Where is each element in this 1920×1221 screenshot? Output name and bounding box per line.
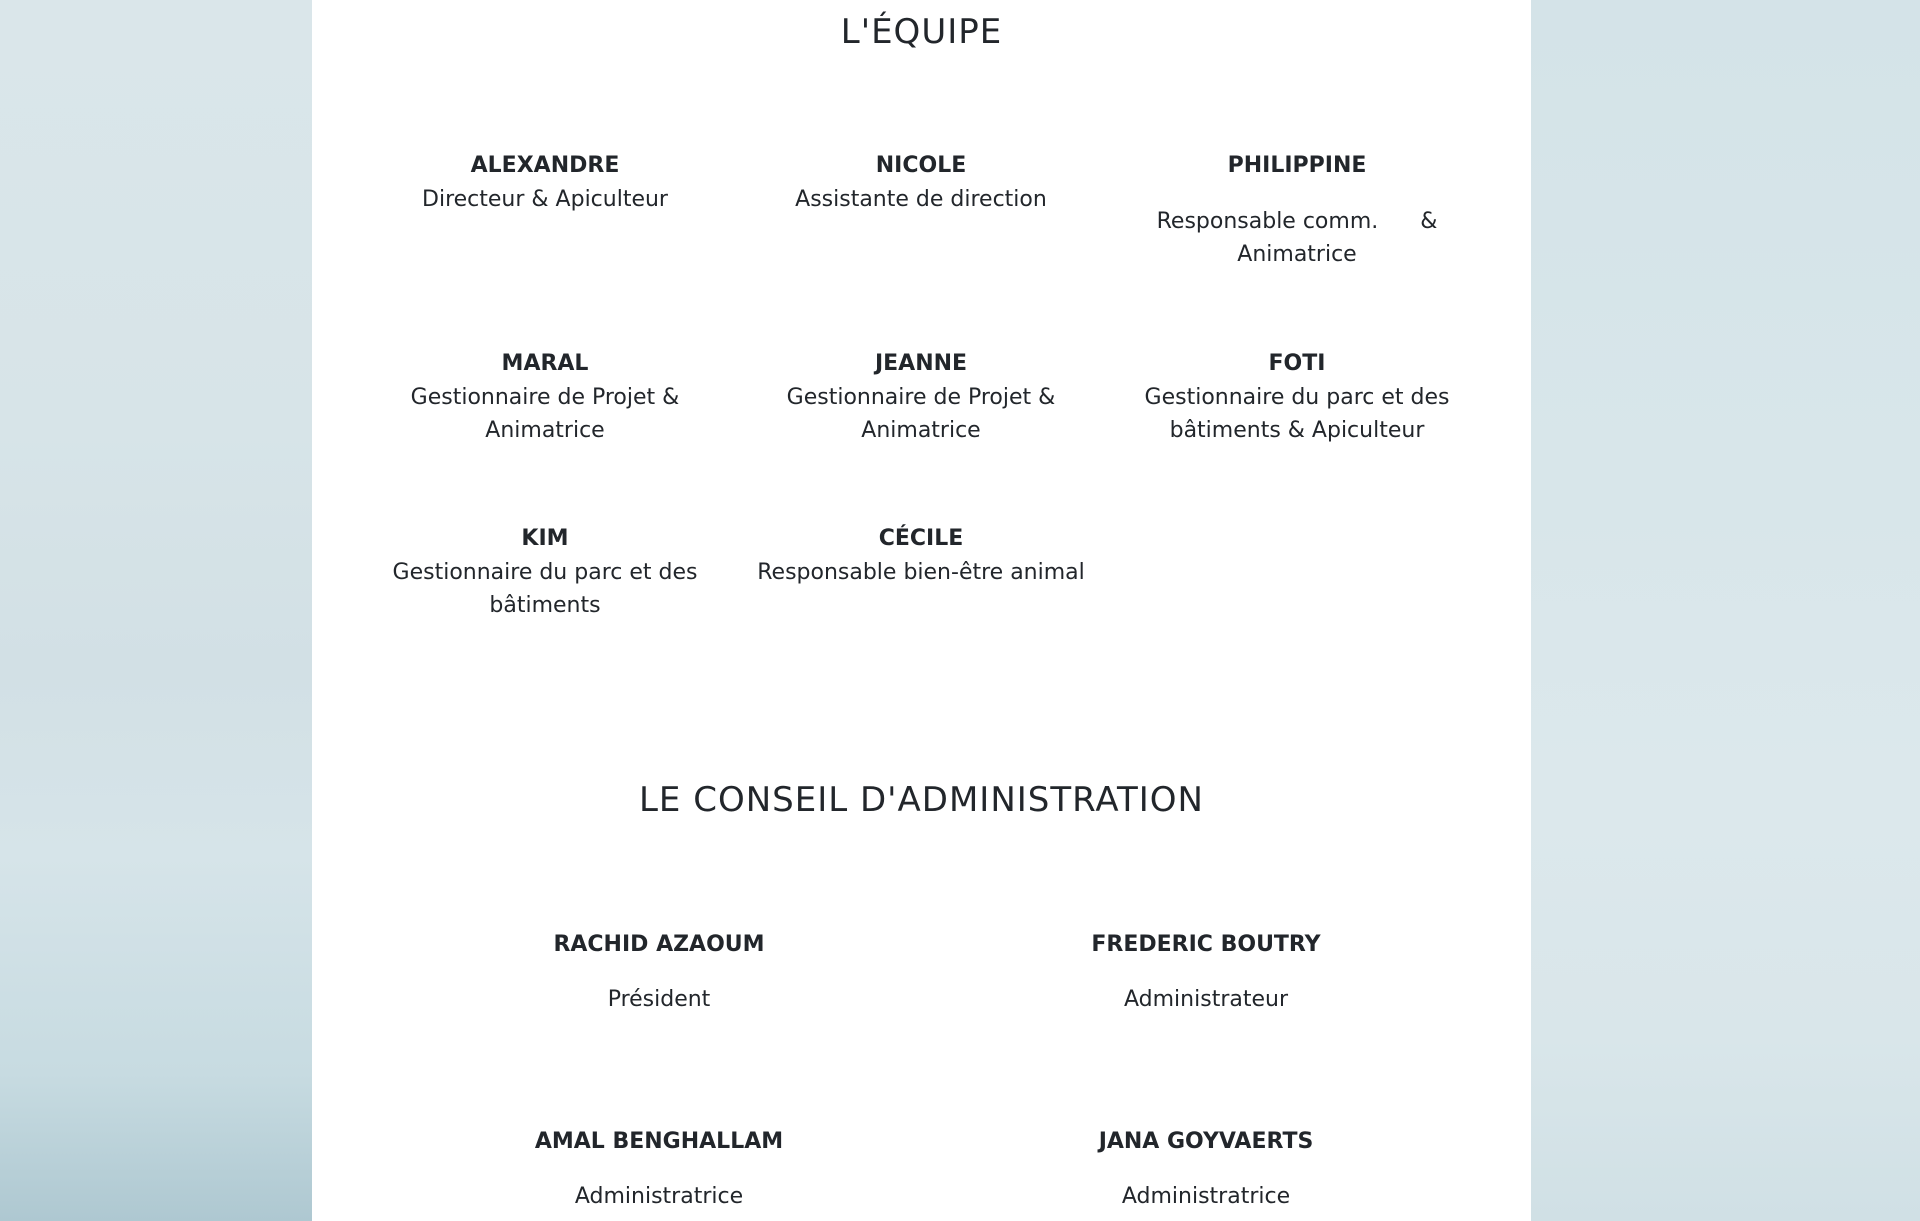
team-member-cecile <box>751 522 1091 589</box>
member-name: FREDERIC BOUTRY <box>1091 932 1321 957</box>
board-member-rachid-azaoum <box>509 928 809 1016</box>
board-section-title: LE CONSEIL D'ADMINISTRATION <box>638 780 1204 820</box>
member-role: Responsable comm. & Animatrice <box>1156 209 1445 267</box>
member-role: Gestionnaire de Projet & Animatrice <box>410 385 680 443</box>
member-role: Administratrice <box>1121 1184 1291 1209</box>
member-name: PHILIPPINE <box>1227 153 1367 178</box>
team-section-title: L'ÉQUIPE <box>840 12 1003 52</box>
member-role: Gestionnaire de Projet & Animatrice <box>786 385 1056 443</box>
team-member-alexandre <box>395 149 695 216</box>
member-role: Directeur & Apiculteur <box>422 187 668 212</box>
member-name: AMAL BENGHALLAM <box>534 1129 784 1154</box>
member-role: Gestionnaire du parc et des bâtiments <box>392 560 698 618</box>
member-name: MARAL <box>501 351 589 376</box>
board-member-frederic-boutry <box>1056 928 1356 1016</box>
board-member-jana-goyvaerts <box>1056 1125 1356 1213</box>
member-name: FOTI <box>1268 351 1326 376</box>
member-role: Gestionnaire du parc et des bâtiments & Apiculteur <box>1144 385 1450 443</box>
member-name: RACHID AZAOUM <box>553 932 765 957</box>
member-name: ALEXANDRE <box>470 153 620 178</box>
board-member-amal-benghallam <box>509 1125 809 1213</box>
member-role: Président <box>607 987 711 1012</box>
team-member-nicole <box>771 149 1071 216</box>
member-name: NICOLE <box>875 153 967 178</box>
background-right <box>1531 0 1920 1221</box>
member-role: Administratrice <box>574 1184 744 1209</box>
member-name: JEANNE <box>874 351 968 376</box>
team-member-kim <box>390 522 700 622</box>
member-role: Administrateur <box>1124 987 1288 1012</box>
team-member-philippine <box>1152 149 1445 271</box>
member-role: Assistante de direction <box>795 187 1047 212</box>
background-left <box>0 0 312 1221</box>
member-name: JANA GOYVAERTS <box>1098 1129 1314 1154</box>
content-panel <box>312 0 1531 1221</box>
member-role: Responsable bien-être animal <box>757 560 1085 585</box>
team-member-maral <box>400 347 690 447</box>
team-member-jeanne <box>776 347 1066 447</box>
member-name: KIM <box>521 526 569 551</box>
member-name: CÉCILE <box>878 526 964 551</box>
team-member-foti <box>1142 347 1452 447</box>
